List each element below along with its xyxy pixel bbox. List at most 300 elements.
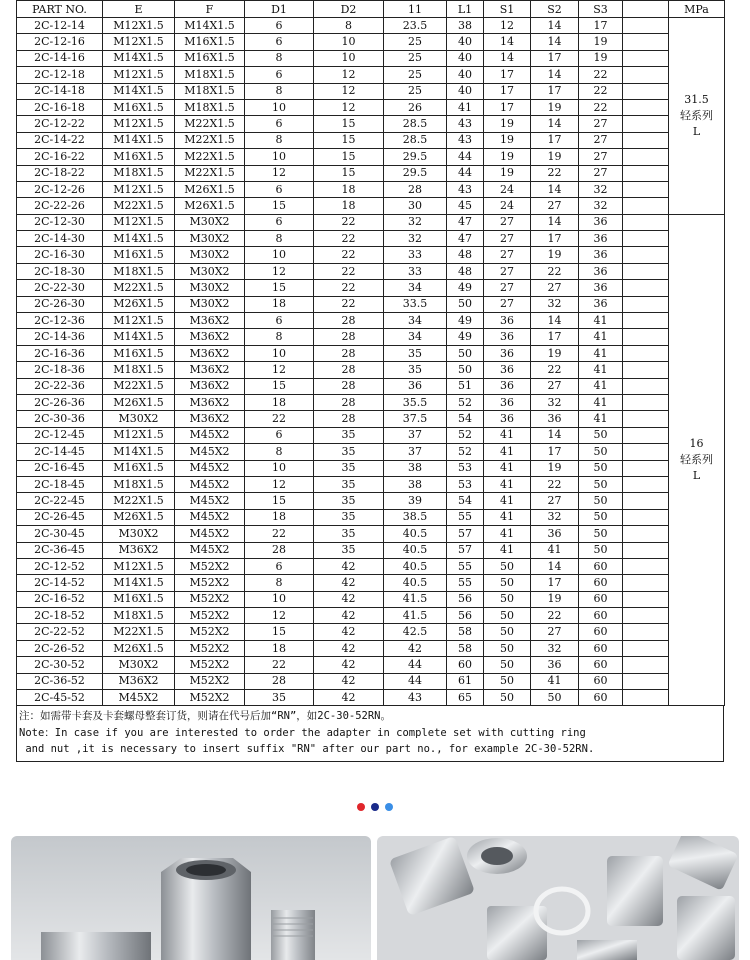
table-cell: 35 [314, 526, 384, 542]
table-cell: 23.5 [384, 18, 447, 34]
table-cell: 41 [579, 411, 623, 427]
table-cell: M14X1.5 [103, 83, 175, 99]
table-cell: 42 [384, 640, 447, 656]
table-cell: 18 [314, 181, 384, 197]
table-row [17, 296, 725, 312]
table-cell: 22 [314, 231, 384, 247]
table-cell: 17 [531, 132, 579, 148]
column-header-part-no: PART NO. [17, 1, 103, 18]
table-row [17, 558, 725, 574]
table-cell: 43 [384, 690, 447, 706]
table-cell: M18X1.5 [103, 165, 175, 181]
table-cell: M52X2 [175, 575, 245, 591]
table-cell: 50 [447, 362, 484, 378]
table-cell: 37 [384, 444, 447, 460]
blank-cell [623, 673, 669, 689]
table-cell: M14X1.5 [103, 231, 175, 247]
blank-cell [623, 624, 669, 640]
table-cell: 61 [447, 673, 484, 689]
table-cell: 33 [384, 263, 447, 279]
table-row [17, 231, 725, 247]
table-cell: 52 [447, 394, 484, 410]
table-cell: M16X1.5 [103, 99, 175, 115]
table-cell: 50 [484, 558, 531, 574]
table-cell: 22 [245, 526, 314, 542]
table-cell: 40.5 [384, 575, 447, 591]
table-cell: 26 [384, 99, 447, 115]
table-cell: 25 [384, 50, 447, 66]
table-cell: 22 [531, 263, 579, 279]
blank-cell [623, 591, 669, 607]
part-number-cell: 2C-12-45 [17, 427, 103, 443]
carousel-dot-2[interactable] [371, 803, 379, 811]
table-cell: 36 [579, 296, 623, 312]
table-cell: 14 [531, 34, 579, 50]
table-cell: 15 [314, 132, 384, 148]
part-number-cell: 2C-30-45 [17, 526, 103, 542]
table-cell: M30X2 [103, 526, 175, 542]
blank-cell [623, 329, 669, 345]
part-number-cell: 2C-18-45 [17, 476, 103, 492]
table-cell: 12 [314, 67, 384, 83]
table-cell: M45X2 [175, 509, 245, 525]
table-cell: 12 [245, 476, 314, 492]
table-cell: 28 [245, 673, 314, 689]
part-number-cell: 2C-45-52 [17, 690, 103, 706]
table-cell: M22X1.5 [103, 198, 175, 214]
table-cell: 12 [314, 83, 384, 99]
table-cell: 44 [447, 165, 484, 181]
table-cell: 19 [531, 247, 579, 263]
table-cell: 60 [579, 624, 623, 640]
table-cell: 19 [579, 34, 623, 50]
table-cell: 28 [245, 542, 314, 558]
blank-cell [623, 444, 669, 460]
part-number-cell: 2C-18-30 [17, 263, 103, 279]
table-cell: 12 [314, 99, 384, 115]
blank-cell [623, 247, 669, 263]
table-cell: 35 [314, 493, 384, 509]
table-cell: 19 [531, 99, 579, 115]
part-number-cell: 2C-18-36 [17, 362, 103, 378]
table-cell: 14 [531, 214, 579, 230]
table-cell: 41 [579, 313, 623, 329]
table-cell: 36 [484, 345, 531, 361]
blank-cell [623, 657, 669, 673]
table-cell: 17 [531, 444, 579, 460]
table-cell: M30X2 [175, 263, 245, 279]
table-cell: 18 [314, 198, 384, 214]
table-cell: 27 [531, 624, 579, 640]
table-cell: 27 [579, 165, 623, 181]
table-cell: M18X1.5 [103, 362, 175, 378]
table-cell: 50 [579, 476, 623, 492]
table-row [17, 608, 725, 624]
table-cell: 17 [484, 99, 531, 115]
pressure-group-series: 轻系列 [680, 108, 713, 122]
table-row [17, 198, 725, 214]
table-cell: 60 [447, 657, 484, 673]
table-row [17, 542, 725, 558]
table-cell: M45X2 [103, 690, 175, 706]
table-cell: M30X2 [175, 296, 245, 312]
part-number-cell: 2C-14-18 [17, 83, 103, 99]
table-cell: M12X1.5 [103, 558, 175, 574]
table-cell: M52X2 [175, 558, 245, 574]
part-number-cell: 2C-22-45 [17, 493, 103, 509]
pressure-group-pressure: 16 [689, 437, 704, 451]
table-cell: 15 [314, 149, 384, 165]
part-number-cell: 2C-26-45 [17, 509, 103, 525]
table-cell: 19 [484, 165, 531, 181]
table-cell: M45X2 [175, 493, 245, 509]
table-cell: 50 [579, 493, 623, 509]
table-cell: M22X1.5 [103, 378, 175, 394]
table-cell: 17 [484, 67, 531, 83]
table-cell: 60 [579, 673, 623, 689]
table-cell: 18 [245, 394, 314, 410]
table-cell: 34 [384, 280, 447, 296]
part-number-cell: 2C-16-45 [17, 460, 103, 476]
table-cell: 14 [531, 116, 579, 132]
part-number-cell: 2C-18-52 [17, 608, 103, 624]
pressure-group-series: 轻系列 [680, 453, 713, 467]
table-cell: M12X1.5 [103, 214, 175, 230]
table-cell: 6 [245, 214, 314, 230]
table-row [17, 149, 725, 165]
table-cell: 32 [384, 231, 447, 247]
table-cell: 36 [384, 378, 447, 394]
table-cell: 56 [447, 591, 484, 607]
table-row [17, 34, 725, 50]
part-number-cell: 2C-14-45 [17, 444, 103, 460]
blank-cell [623, 345, 669, 361]
table-cell: 10 [314, 50, 384, 66]
blank-cell [623, 18, 669, 34]
table-cell: M45X2 [175, 476, 245, 492]
table-cell: M52X2 [175, 690, 245, 706]
table-row [17, 493, 725, 509]
table-cell: M52X2 [175, 608, 245, 624]
blank-cell [623, 67, 669, 83]
table-cell: M30X2 [175, 214, 245, 230]
table-cell: M16X1.5 [103, 460, 175, 476]
part-number-cell: 2C-30-52 [17, 657, 103, 673]
pressure-group-pressure: 31.5 [684, 92, 709, 106]
blank-cell [623, 575, 669, 591]
table-row [17, 99, 725, 115]
table-cell: 44 [384, 657, 447, 673]
table-cell: M22X1.5 [103, 624, 175, 640]
table-cell: 41 [579, 329, 623, 345]
product-photo-left[interactable] [11, 836, 371, 960]
table-cell: M36X2 [175, 411, 245, 427]
table-row [17, 263, 725, 279]
table-cell: 27 [579, 116, 623, 132]
table-cell: 12 [245, 362, 314, 378]
product-photo-right[interactable] [377, 836, 739, 960]
part-number-cell: 2C-14-30 [17, 231, 103, 247]
note-chinese: 注：如需带卡套及卡套螺母整套订货，则请在代号后加“RN”，如2C-30-52RN。 [19, 710, 392, 723]
table-cell: 41 [484, 460, 531, 476]
table-cell: 50 [579, 542, 623, 558]
table-cell: 41 [484, 493, 531, 509]
blank-cell [623, 542, 669, 558]
table-cell: 10 [245, 460, 314, 476]
table-cell: 8 [245, 444, 314, 460]
table-cell: 28.5 [384, 116, 447, 132]
table-cell: 41 [579, 378, 623, 394]
table-cell: 27 [531, 280, 579, 296]
table-cell: 48 [447, 247, 484, 263]
order-notes [16, 706, 724, 762]
table-cell: 36 [579, 214, 623, 230]
blank-cell [623, 83, 669, 99]
table-cell: 50 [484, 591, 531, 607]
table-cell: 41 [579, 345, 623, 361]
table-cell: 27 [484, 214, 531, 230]
table-cell: M36X2 [175, 362, 245, 378]
table-row [17, 116, 725, 132]
table-cell: M26X1.5 [175, 198, 245, 214]
table-cell: M16X1.5 [175, 34, 245, 50]
table-cell: 35 [314, 476, 384, 492]
blank-cell [623, 493, 669, 509]
table-row [17, 247, 725, 263]
column-header-d1: D1 [245, 1, 314, 18]
blank-cell [623, 116, 669, 132]
table-cell: 8 [245, 575, 314, 591]
table-cell: M12X1.5 [103, 313, 175, 329]
table-cell: 27 [484, 280, 531, 296]
table-cell: 36 [579, 263, 623, 279]
blank-cell [623, 231, 669, 247]
table-row [17, 476, 725, 492]
table-cell: 22 [579, 83, 623, 99]
table-cell: M30X2 [175, 280, 245, 296]
table-cell: M22X1.5 [175, 149, 245, 165]
table-cell: 28.5 [384, 132, 447, 148]
table-cell: 41 [484, 427, 531, 443]
part-number-cell: 2C-16-52 [17, 591, 103, 607]
table-cell: 50 [579, 444, 623, 460]
pressure-group-code: L [692, 469, 701, 483]
table-cell: 38.5 [384, 509, 447, 525]
table-cell: 14 [531, 18, 579, 34]
table-cell: 24 [484, 181, 531, 197]
part-number-cell: 2C-14-22 [17, 132, 103, 148]
table-cell: 19 [531, 460, 579, 476]
table-cell: M22X1.5 [103, 280, 175, 296]
blank-cell [623, 394, 669, 410]
table-cell: 6 [245, 18, 314, 34]
table-cell: 14 [531, 181, 579, 197]
table-cell: 32 [531, 509, 579, 525]
blank-cell [623, 427, 669, 443]
table-cell: 12 [245, 263, 314, 279]
blank-cell [623, 34, 669, 50]
table-cell: 55 [447, 509, 484, 525]
table-cell: 14 [531, 67, 579, 83]
table-cell: 49 [447, 313, 484, 329]
table-row [17, 690, 725, 706]
table-cell: M16X1.5 [103, 591, 175, 607]
carousel-dot-1[interactable] [357, 803, 365, 811]
table-cell: M45X2 [175, 542, 245, 558]
table-cell: M45X2 [175, 444, 245, 460]
table-cell: 40.5 [384, 526, 447, 542]
table-cell: 55 [447, 558, 484, 574]
table-cell: M14X1.5 [103, 444, 175, 460]
table-cell: 37 [384, 427, 447, 443]
part-number-cell: 2C-30-36 [17, 411, 103, 427]
table-cell: 50 [579, 427, 623, 443]
table-cell: 52 [447, 444, 484, 460]
table-cell: 38 [447, 18, 484, 34]
table-cell: 32 [579, 181, 623, 197]
part-number-cell: 2C-22-30 [17, 280, 103, 296]
blank-cell [623, 526, 669, 542]
table-cell: 41 [579, 394, 623, 410]
table-cell: 50 [484, 608, 531, 624]
table-row [17, 50, 725, 66]
column-header-f: F [175, 1, 245, 18]
table-cell: 8 [245, 329, 314, 345]
blank-cell [623, 476, 669, 492]
table-cell: M30X2 [103, 657, 175, 673]
table-cell: 19 [579, 50, 623, 66]
table-cell: 35 [384, 345, 447, 361]
fitting-image [11, 836, 371, 960]
blank-cell [623, 181, 669, 197]
table-cell: M22X1.5 [175, 132, 245, 148]
table-cell: 27 [531, 493, 579, 509]
column-header-s2: S2 [531, 1, 579, 18]
table-cell: 40 [447, 50, 484, 66]
table-cell: 17 [484, 83, 531, 99]
pressure-group-cell [669, 18, 725, 215]
table-row [17, 427, 725, 443]
table-cell: 27 [579, 149, 623, 165]
table-cell: 41 [484, 526, 531, 542]
table-cell: M26X1.5 [103, 296, 175, 312]
table-cell: M18X1.5 [103, 476, 175, 492]
table-cell: 19 [531, 345, 579, 361]
table-cell: 51 [447, 378, 484, 394]
table-cell: 19 [484, 116, 531, 132]
table-cell: 50 [579, 526, 623, 542]
table-cell: 25 [384, 83, 447, 99]
blank-cell [623, 509, 669, 525]
table-cell: 41 [531, 542, 579, 558]
table-cell: 40 [447, 67, 484, 83]
part-number-cell: 2C-18-22 [17, 165, 103, 181]
table-cell: M16X1.5 [175, 50, 245, 66]
table-row [17, 18, 725, 34]
table-cell: 47 [447, 231, 484, 247]
table-cell: 22 [579, 67, 623, 83]
table-row [17, 640, 725, 656]
table-row [17, 378, 725, 394]
table-cell: M30X2 [175, 247, 245, 263]
table-cell: M22X1.5 [175, 165, 245, 181]
table-cell: 8 [245, 231, 314, 247]
table-row [17, 657, 725, 673]
table-cell: 57 [447, 526, 484, 542]
blank-cell [623, 640, 669, 656]
table-row [17, 132, 725, 148]
table-cell: 27 [484, 231, 531, 247]
table-cell: M30X2 [103, 411, 175, 427]
table-cell: 22 [531, 476, 579, 492]
table-cell: 50 [484, 575, 531, 591]
table-cell: 60 [579, 690, 623, 706]
table-cell: 22 [531, 165, 579, 181]
blank-cell [623, 362, 669, 378]
table-cell: 36 [531, 657, 579, 673]
table-cell: M36X2 [175, 313, 245, 329]
table-cell: 43 [447, 181, 484, 197]
table-cell: 6 [245, 558, 314, 574]
table-cell: 8 [245, 50, 314, 66]
column-header-11: 11 [384, 1, 447, 18]
table-cell: 45 [447, 198, 484, 214]
table-cell: 41.5 [384, 608, 447, 624]
table-cell: 33.5 [384, 296, 447, 312]
part-number-cell: 2C-12-14 [17, 18, 103, 34]
table-cell: 27 [531, 378, 579, 394]
table-cell: M14X1.5 [175, 18, 245, 34]
product-photo-strip [11, 836, 739, 960]
table-cell: 32 [384, 214, 447, 230]
note-english-line-2: and nut ,it is necessary to insert suffix "RN" after our part no., for example 2C-30-52RN. [19, 743, 595, 756]
note-english-line-1: Note：In case if you are interested to order the adapter in complete set with cutting ring [19, 726, 586, 739]
carousel-indicator [0, 796, 750, 815]
table-cell: M52X2 [175, 640, 245, 656]
table-cell: 17 [531, 329, 579, 345]
table-cell: 10 [245, 247, 314, 263]
table-cell: 36 [484, 378, 531, 394]
table-header-row [17, 1, 725, 18]
blank-cell [623, 378, 669, 394]
table-cell: 42 [314, 591, 384, 607]
table-cell: 40 [447, 34, 484, 50]
table-cell: 28 [314, 313, 384, 329]
table-cell: 24 [484, 198, 531, 214]
table-row [17, 411, 725, 427]
part-number-cell: 2C-12-30 [17, 214, 103, 230]
table-cell: 6 [245, 313, 314, 329]
table-cell: 8 [245, 83, 314, 99]
table-cell: 36 [484, 411, 531, 427]
table-cell: 41 [484, 542, 531, 558]
table-cell: 22 [314, 296, 384, 312]
table-cell: 44 [384, 673, 447, 689]
table-cell: 10 [314, 34, 384, 50]
table-cell: M36X2 [103, 542, 175, 558]
part-number-cell: 2C-12-36 [17, 313, 103, 329]
carousel-dot-3[interactable] [385, 803, 393, 811]
part-number-cell: 2C-12-18 [17, 67, 103, 83]
blank-cell [623, 149, 669, 165]
table-cell: 28 [314, 394, 384, 410]
table-cell: 18 [245, 640, 314, 656]
column-header-s3: S3 [579, 1, 623, 18]
table-cell: M30X2 [175, 231, 245, 247]
table-cell: 17 [531, 83, 579, 99]
table-row [17, 83, 725, 99]
table-cell: 43 [447, 132, 484, 148]
